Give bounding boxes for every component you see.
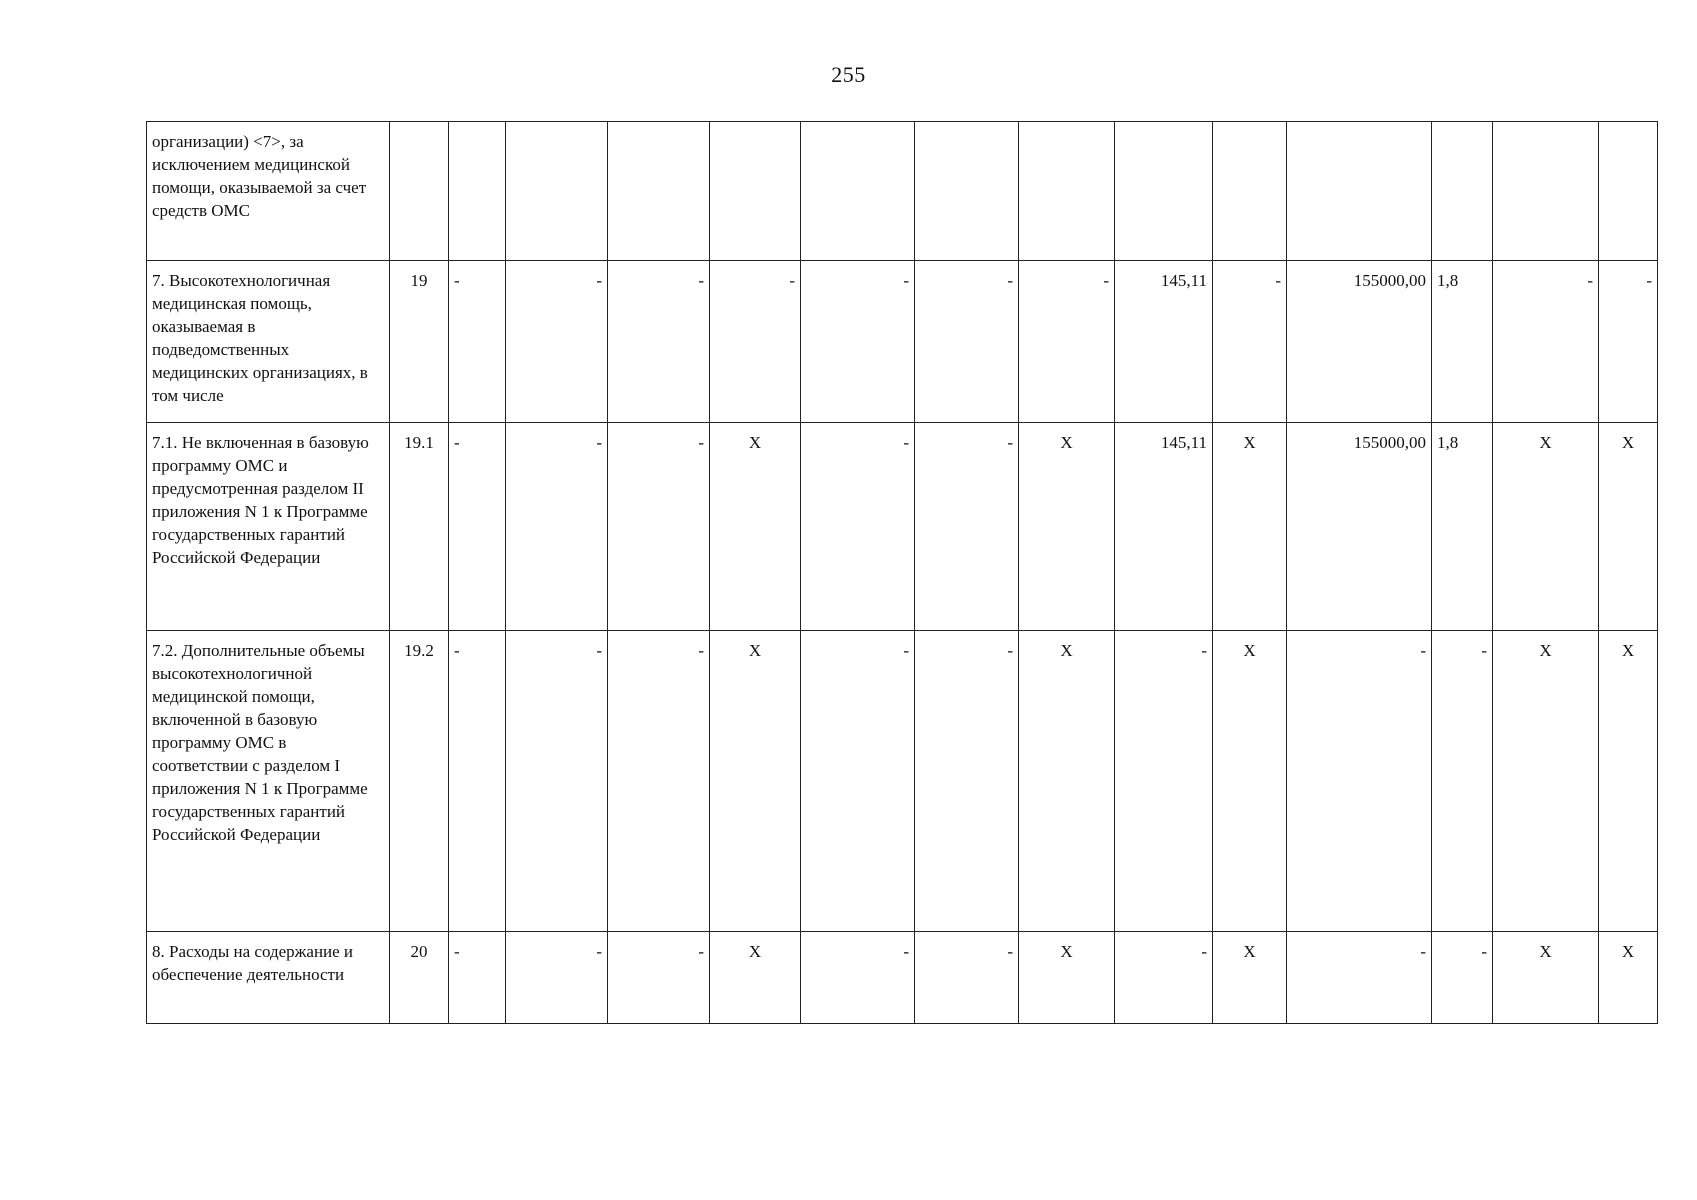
table-cell: - [915, 423, 1019, 631]
table-cell: - [608, 261, 710, 423]
table-cell: - [1432, 932, 1493, 1024]
table-cell: X [1213, 423, 1287, 631]
table-cell: - [506, 932, 608, 1024]
table-cell: - [801, 423, 915, 631]
row-label: 7. Высокотехнологичная медицинская помощь, оказываемая в подведомственных медицинских организациях, в том числе [147, 261, 390, 423]
table-cell [710, 122, 801, 261]
table-cell [608, 122, 710, 261]
table-cell: - [506, 423, 608, 631]
table-cell: 19 [390, 261, 449, 423]
table-cell: 145,11 [1115, 423, 1213, 631]
table-row [147, 261, 1658, 423]
table-cell: X [1493, 631, 1599, 932]
table-cell: 20 [390, 932, 449, 1024]
table-cell: - [449, 261, 506, 423]
table-cell: - [449, 423, 506, 631]
table-cell: - [1019, 261, 1115, 423]
table-cell: - [915, 631, 1019, 932]
row-label: организации) <7>, за исключением медицинской помощи, оказываемой за счет средств ОМС [147, 122, 390, 261]
table-cell [390, 122, 449, 261]
table-cell: 1,8 [1432, 261, 1493, 423]
row-label: 8. Расходы на содержание и обеспечение деятельности [147, 932, 390, 1024]
table-cell: - [1432, 631, 1493, 932]
table-cell: 19.1 [390, 423, 449, 631]
table-cell [1432, 122, 1493, 261]
table-cell: 155000,00 [1287, 423, 1432, 631]
table-cell: - [1287, 631, 1432, 932]
table-cell: - [710, 261, 801, 423]
table-cell [1019, 122, 1115, 261]
table-cell: - [608, 631, 710, 932]
table-cell: - [1213, 261, 1287, 423]
table-cell [1213, 122, 1287, 261]
table-cell: - [1599, 261, 1658, 423]
table-cell: - [449, 631, 506, 932]
table-cell: - [1287, 932, 1432, 1024]
table-cell [801, 122, 915, 261]
row-label: 7.1. Не включенная в базовую программу ОМС и предусмотренная разделом II приложения N 1 к Программе государственных гарантий Российской Федерации [147, 423, 390, 631]
table-cell: 155000,00 [1287, 261, 1432, 423]
table-cell: X [1213, 631, 1287, 932]
table-cell [1493, 122, 1599, 261]
data-table [146, 121, 1658, 1024]
table-cell: X [1213, 932, 1287, 1024]
table-cell [915, 122, 1019, 261]
table-cell: X [1493, 423, 1599, 631]
page-number: 255 [831, 62, 866, 87]
table-cell: X [1599, 932, 1658, 1024]
table-cell: - [801, 932, 915, 1024]
table-cell: - [506, 631, 608, 932]
table-cell [1115, 122, 1213, 261]
table-cell: - [1493, 261, 1599, 423]
table-cell [1599, 122, 1658, 261]
table-cell: - [1115, 932, 1213, 1024]
table-row [147, 631, 1658, 932]
table-cell: X [710, 423, 801, 631]
table-cell: X [1019, 932, 1115, 1024]
table-cell: - [608, 423, 710, 631]
table-row [147, 423, 1658, 631]
table-cell [506, 122, 608, 261]
row-label: 7.2. Дополнительные объемы высокотехнологичной медицинской помощи, включенной в базовую программу ОМС в соответствии с разделом I приложения N 1 к Программе государственных гарантий Российской Федерации [147, 631, 390, 932]
table-cell: - [915, 261, 1019, 423]
table-row [147, 932, 1658, 1024]
table-cell: - [801, 631, 915, 932]
table-cell: X [1493, 932, 1599, 1024]
table-cell: - [608, 932, 710, 1024]
table-cell: - [506, 261, 608, 423]
table-cell: 19.2 [390, 631, 449, 932]
table-cell: - [1115, 631, 1213, 932]
table-cell: - [915, 932, 1019, 1024]
table-cell [1287, 122, 1432, 261]
table-cell: - [801, 261, 915, 423]
table-cell: X [1599, 631, 1658, 932]
table-row [147, 122, 1658, 261]
table-cell: X [1599, 423, 1658, 631]
table-cell [449, 122, 506, 261]
table-cell: X [710, 631, 801, 932]
table-cell: 145,11 [1115, 261, 1213, 423]
table-cell: - [449, 932, 506, 1024]
table-cell: 1,8 [1432, 423, 1493, 631]
table-cell: X [1019, 631, 1115, 932]
table-cell: X [1019, 423, 1115, 631]
table-cell: X [710, 932, 801, 1024]
